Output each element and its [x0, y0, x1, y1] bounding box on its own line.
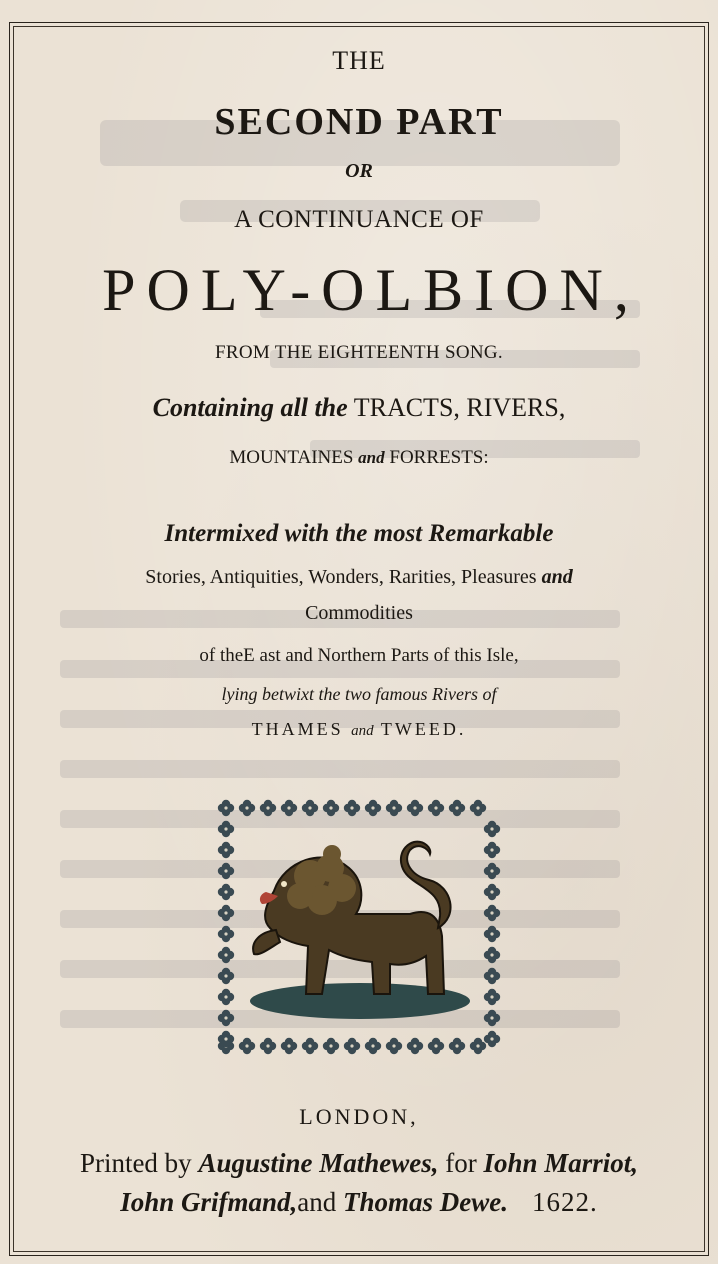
stories-and: and — [541, 566, 573, 588]
border-ornament — [484, 842, 500, 858]
main-title: POLY-OLBION, — [102, 257, 640, 323]
border-ornament — [484, 884, 500, 900]
title-continuance: A CONTINUANCE OF — [234, 206, 484, 233]
border-ornament — [449, 1038, 465, 1054]
border-ornament — [470, 1038, 486, 1054]
border-ornament — [239, 800, 255, 816]
border-ornament — [344, 1038, 360, 1054]
border-ornament — [386, 1038, 402, 1054]
border-ornament — [428, 800, 444, 816]
description-stories — [0, 566, 718, 589]
mountaines-and: and — [358, 448, 385, 467]
border-ornament — [218, 1010, 234, 1026]
printer-name: Augustine Mathewes, — [198, 1148, 439, 1178]
lion-figure — [253, 842, 450, 994]
lion-passant-woodcut-icon — [214, 796, 504, 1058]
title-or: OR — [345, 160, 373, 182]
border-ornament — [428, 1038, 444, 1054]
imprint-printed-by — [0, 1148, 718, 1179]
border-ornament — [484, 968, 500, 984]
border-ornament — [344, 800, 360, 816]
border-ornament — [484, 926, 500, 942]
stories-text: Stories, Antiquities, Wonders, Rarities, Pleasures — [145, 566, 537, 588]
subtitle-mountaines — [0, 447, 718, 469]
imprint-city: LONDON, — [299, 1104, 419, 1129]
border-ornament — [218, 989, 234, 1005]
border-ornament — [470, 800, 486, 816]
border-ornament — [302, 1038, 318, 1054]
thames-and: and — [351, 723, 374, 739]
subtitle-from-song: FROM THE EIGHTEENTH SONG. — [215, 342, 503, 363]
title-the: THE — [332, 46, 386, 75]
border-ornament — [407, 1038, 423, 1054]
border-ornament — [218, 800, 234, 816]
description-lying: lying betwixt the two famous Rivers of — [221, 684, 497, 704]
border-ornament — [484, 989, 500, 1005]
containing-caps: TRACTS, RIVERS, — [353, 393, 566, 422]
border-ornament — [365, 800, 381, 816]
forrests-word: FORRESTS: — [389, 447, 489, 468]
border-ornament — [484, 821, 500, 837]
border-ornament — [302, 800, 318, 816]
bookseller-three: Thomas Dewe. — [343, 1187, 509, 1217]
border-ornament — [365, 1038, 381, 1054]
border-ornament — [323, 1038, 339, 1054]
mountaines-word: MOUNTAINES — [229, 447, 354, 468]
border-ornament — [484, 1031, 500, 1047]
description-intermixed: Intermixed with the most Remarkable — [164, 520, 554, 547]
description-east-parts: of theE ast and Northern Parts of this Isle, — [199, 645, 519, 666]
bookseller-one: Iohn Marriot, — [483, 1148, 639, 1178]
border-ornament — [218, 905, 234, 921]
printed-by-label: Printed by — [79, 1148, 192, 1178]
description-rivers — [0, 719, 718, 740]
thames-word: THAMES — [251, 719, 344, 739]
publication-year: 1622. — [532, 1187, 598, 1217]
border-ornament — [323, 800, 339, 816]
border-ornament — [218, 821, 234, 837]
for-label: for — [445, 1148, 477, 1178]
border-ornament — [260, 1038, 276, 1054]
border-ornament — [218, 947, 234, 963]
border-ornament — [484, 947, 500, 963]
imprint-booksellers — [0, 1187, 718, 1218]
border-ornament — [386, 800, 402, 816]
border-ornament — [218, 926, 234, 942]
lion-eye — [281, 881, 287, 887]
border-ornament — [407, 800, 423, 816]
and-label: and — [297, 1187, 337, 1217]
border-ornament — [281, 800, 297, 816]
border-ornament — [218, 842, 234, 858]
border-ornament — [484, 863, 500, 879]
border-ornament — [449, 800, 465, 816]
containing-italic: Containing all the — [152, 393, 348, 422]
border-ornament — [239, 1038, 255, 1054]
bookseller-two: Iohn Grifmand, — [120, 1187, 298, 1217]
border-ornament — [218, 968, 234, 984]
title-second-part: SECOND PART — [214, 101, 504, 143]
border-ornament — [218, 863, 234, 879]
tweed-word: TWEED. — [380, 719, 467, 739]
border-ornament — [484, 905, 500, 921]
description-commodities: Commodities — [305, 602, 413, 624]
border-ornament — [281, 1038, 297, 1054]
border-ornament — [484, 1010, 500, 1026]
border-ornament — [260, 800, 276, 816]
border-ornament — [218, 884, 234, 900]
subtitle-containing — [0, 393, 718, 423]
